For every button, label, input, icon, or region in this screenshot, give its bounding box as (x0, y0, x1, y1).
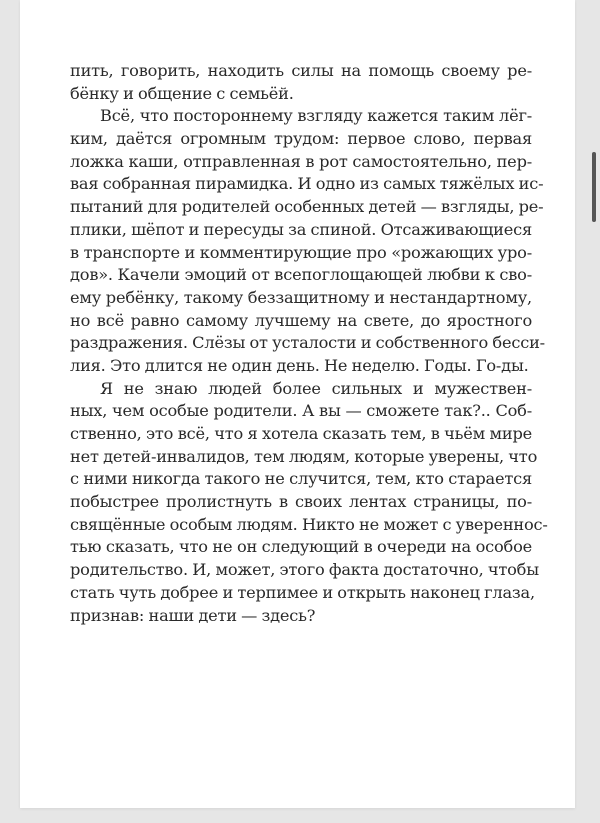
body-text (70, 60, 548, 627)
text-line: бёнку и общение с семьёй. (70, 83, 294, 103)
text-line: ким, даётся огромным трудом: первое слово, первая (70, 129, 532, 149)
text-line: плики, шёпот и пересуды за спиной. Отсаживающиеся (70, 219, 532, 239)
text-line: ных, чем особые родители. А вы — сможете так?.. Соб- (70, 401, 532, 421)
text-line: вая собранная пирамидка. И одно из самых тяжёлых ис- (70, 174, 544, 194)
text-line: но всё равно самому лучшему на свете, до яростного (70, 310, 532, 330)
text-line: Всё, что постороннему взгляду кажется таким лёг- (100, 106, 532, 126)
text-line: тью сказать, что не он следующий в очереди на особое (70, 537, 532, 557)
text-line: побыстрее пролистнуть в своих лентах страницы, по- (70, 492, 532, 512)
text-line: стать чуть добрее и терпимее и открыть наконец глаза, (70, 582, 535, 602)
text-line: нет детей-инвалидов, тем людям, которые уверены, что (70, 446, 538, 466)
text-line: раздражения. Слёзы от усталости и собственного бесси- (70, 333, 545, 353)
text-line: дов». Качели эмоций от всепоглощающей любви к сво- (70, 265, 532, 285)
text-line: пытаний для родителей особенных детей — взгляды, ре- (70, 197, 544, 217)
text-line: родительство. И, может, этого факта достаточно, чтобы (70, 560, 539, 580)
text-line: свящённые особым людям. Никто не может с увереннос- (70, 514, 548, 534)
text-line: пить, говорить, находить силы на помощь своему ре- (70, 61, 532, 80)
text-line: ему ребёнку, такому беззащитному и нестандартному, (70, 287, 532, 307)
text-line: ственно, это всё, что я хотела сказать тем, в чьём мире (70, 424, 532, 443)
text-line: ложка каши, отправленная в рот самостоятельно, пер- (70, 151, 532, 171)
document-page (20, 0, 575, 808)
text-line: в транспорте и комментирующие про «рожающих уро- (70, 242, 532, 262)
scrollbar-thumb[interactable] (592, 152, 596, 222)
text-line: признав: наши дети — здесь? (70, 605, 316, 625)
text-line: с ними никогда такого не случится, тем, кто старается (70, 469, 532, 489)
text-line: лия. Это длится не один день. Не неделю. Годы. Го-ды. (70, 355, 529, 375)
text-line: Я не знаю людей более сильных и мужествен- (100, 378, 532, 398)
